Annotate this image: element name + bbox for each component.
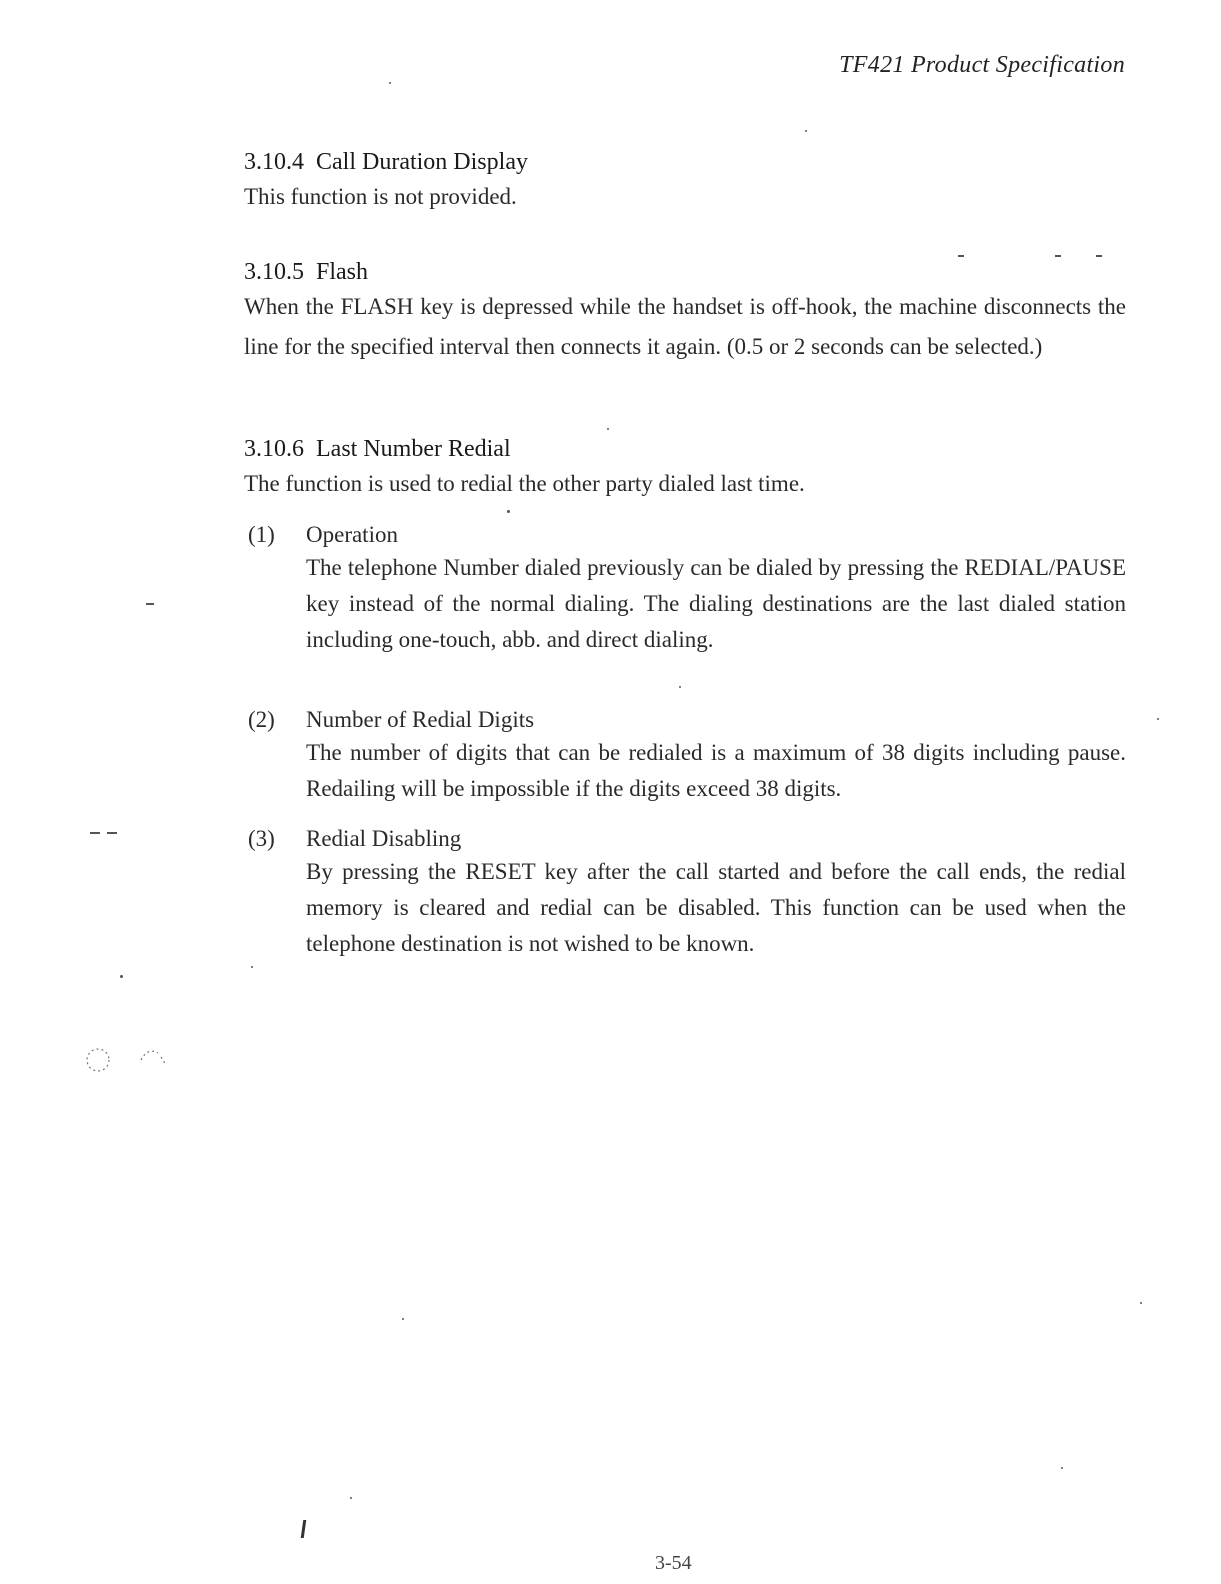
item-label: (3) [248, 826, 275, 851]
section-number: 3.10.6 [244, 436, 304, 462]
scan-speck [402, 1318, 404, 1320]
scan-speck [1157, 718, 1159, 720]
item-text: The telephone Number dialed previously can be dialed by pressing the REDIAL/PAUSE key instead of the normal dialing. The dialing destinations are the last dialed station including one-touch, abb. and direct dialing. [306, 555, 1126, 652]
item-title: Operation [306, 522, 398, 547]
section-heading [244, 434, 1126, 464]
scan-speck [507, 510, 510, 513]
section-title: Call Duration Display [316, 149, 528, 175]
item-text: By pressing the RESET key after the call started and before the call ends, the redial memory is cleared and redial can be disabled. This function can be used when the telephone destination is not wished to be known. [306, 859, 1126, 956]
page-number: 3-54 [655, 1552, 692, 1574]
section-number: 3.10.5 [244, 259, 304, 285]
item-text: The number of digits that can be redialed is a maximum of 38 digits including pause. Redailing will be impossible if the digits exceed 38 digits. [306, 740, 1126, 801]
scan-speck [146, 603, 154, 605]
scan-speck [958, 255, 964, 257]
scan-speck [350, 1497, 352, 1499]
section-title: Flash [316, 259, 369, 285]
scan-speck [805, 130, 807, 132]
scan-speck [679, 686, 681, 688]
scan-speck [90, 832, 100, 834]
scan-speck [1140, 1302, 1142, 1304]
section-text: This function is not provided. [244, 184, 517, 209]
scan-speck [1061, 1467, 1063, 1469]
section-heading [244, 257, 1126, 287]
scan-speck [1055, 255, 1061, 257]
scan-artifact-icon [86, 1045, 176, 1075]
section-number: 3.10.4 [244, 149, 304, 175]
section-text: When the FLASH key is depressed while the handset is off-hook, the machine disconnects the line for the specified interval then connects it again. (0.5 or 2 seconds can be selected.) [244, 294, 1126, 359]
section-title: Last Number Redial [316, 436, 511, 462]
scan-tick-mark [301, 1520, 307, 1538]
item-label: (2) [248, 707, 275, 732]
running-header: TF421 Product Specification [839, 52, 1125, 78]
section-last-number-redial [244, 434, 1126, 504]
item-title: Redial Disabling [306, 826, 462, 851]
section-text: The function is used to redial the other party dialed last time. [244, 471, 805, 496]
section-flash [244, 257, 1126, 367]
section-call-duration-display [244, 147, 1126, 217]
scan-speck [107, 832, 117, 834]
section-heading [244, 147, 1126, 177]
scan-speck [389, 82, 391, 84]
scan-speck [1096, 255, 1102, 257]
scan-speck [251, 966, 253, 968]
item-label: (1) [248, 522, 275, 547]
scan-speck [607, 428, 609, 430]
scan-speck [120, 975, 123, 978]
item-title: Number of Redial Digits [306, 707, 535, 732]
